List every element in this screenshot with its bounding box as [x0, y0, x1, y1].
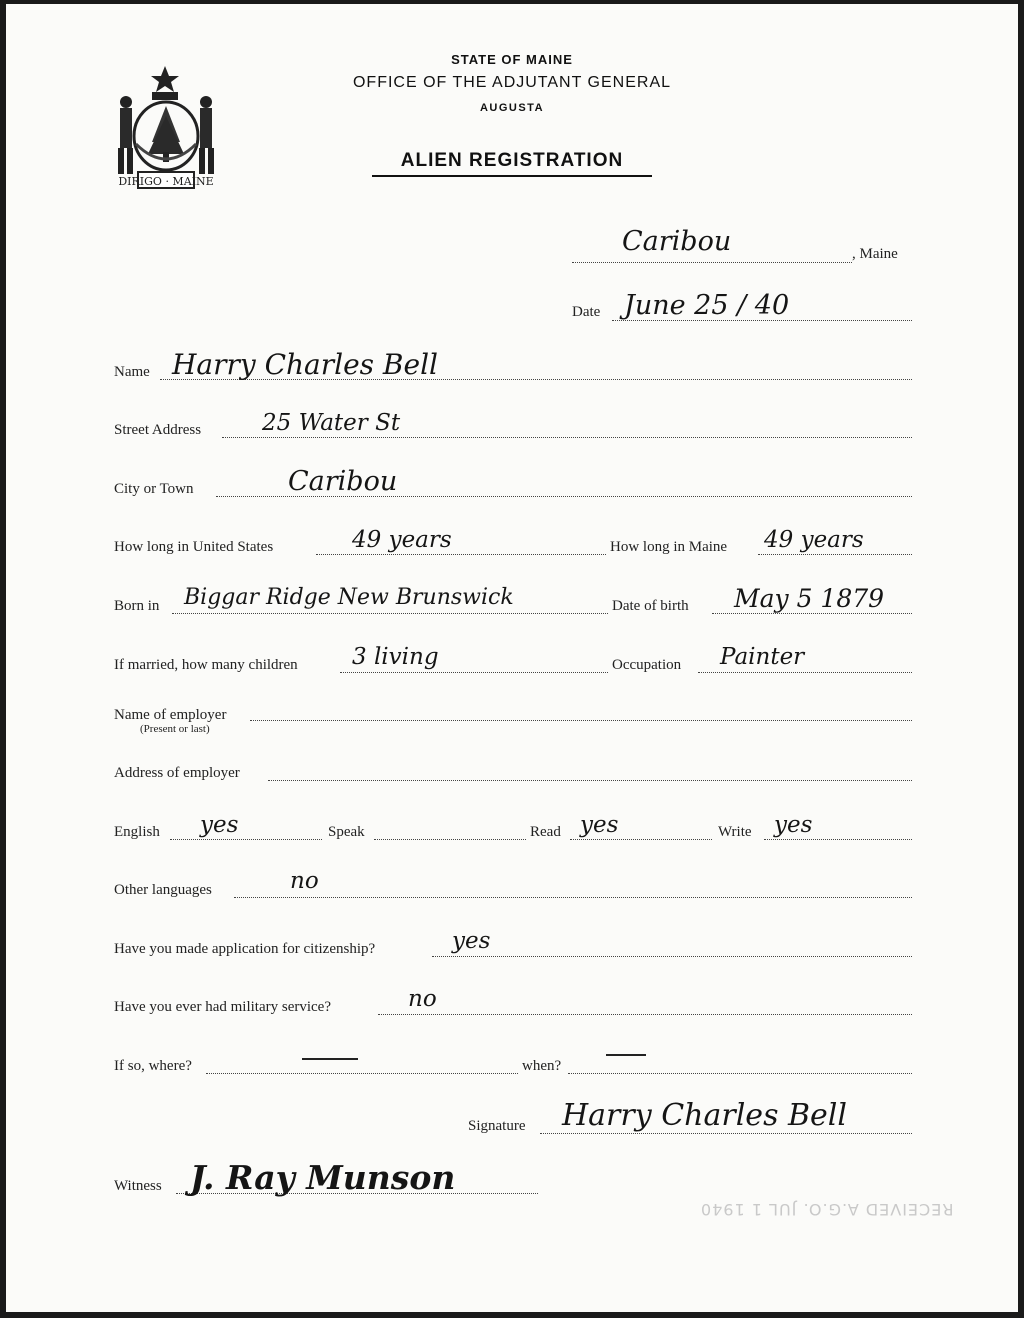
where-dash [302, 1058, 358, 1060]
born-in-line [172, 613, 608, 614]
city-label: City or Town [114, 481, 194, 497]
employer-address-line [268, 780, 912, 781]
citizenship-value: yes [452, 928, 491, 954]
street-label: Street Address [114, 422, 202, 438]
other-languages-line [234, 897, 912, 898]
name-value: Harry Charles Bell [172, 348, 438, 381]
citizenship-label: Have you made application for citizenship? [114, 941, 376, 957]
city-heading: AUGUSTA [479, 102, 545, 114]
speak-line [374, 839, 526, 840]
read-value: yes [580, 812, 619, 838]
state-heading: STATE OF MAINE [451, 52, 573, 67]
where-line [206, 1073, 518, 1074]
born-in-label: Born in [114, 598, 160, 614]
military-line [378, 1014, 912, 1015]
signature-label: Signature [468, 1118, 526, 1134]
city-value: Caribou [288, 466, 398, 497]
write-line [764, 839, 912, 840]
children-label: If married, how many children [114, 657, 298, 673]
born-in-value: Biggar Ridge New Brunswick [184, 585, 514, 610]
employer-label: Name of employer [114, 707, 227, 723]
write-value: yes [774, 812, 813, 838]
how-long-maine-label: How long in Maine [610, 539, 728, 555]
write-label: Write [718, 824, 752, 840]
when-line [568, 1073, 912, 1074]
office-heading: OFFICE OF THE ADJUTANT GENERAL [352, 74, 672, 91]
military-value: no [408, 986, 437, 1012]
signature-value: Harry Charles Bell [562, 1098, 847, 1133]
received-stamp: RECEIVED A.G.O. JUL 1 1940 [700, 1200, 954, 1219]
employer-sub-label: (Present or last) [140, 723, 210, 735]
town-value: Caribou [622, 226, 732, 257]
how-long-maine-value: 49 years [764, 527, 864, 553]
occupation-line [698, 672, 912, 673]
children-line [340, 672, 608, 673]
date-value: June 25 / 40 [624, 290, 790, 321]
other-languages-value: no [290, 868, 319, 894]
svg-text:DIRIGO · MAINE: DIRIGO · MAINE [118, 175, 214, 188]
how-long-us-line [316, 554, 606, 555]
english-label: English [114, 824, 160, 840]
citizenship-line [432, 956, 912, 957]
other-languages-label: Other languages [114, 882, 212, 898]
children-value: 3 living [352, 644, 439, 670]
read-line [570, 839, 712, 840]
how-long-maine-line [758, 554, 912, 555]
occupation-value: Painter [720, 644, 805, 670]
when-label: when? [522, 1058, 562, 1074]
how-long-us-label: How long in United States [114, 539, 274, 555]
signature-line [540, 1133, 912, 1134]
speak-label: Speak [328, 824, 365, 840]
when-dash [606, 1054, 646, 1056]
form-title: ALIEN REGISTRATION [372, 150, 652, 177]
street-line [222, 437, 912, 438]
street-value: 25 Water St [262, 410, 401, 436]
occupation-label: Occupation [612, 657, 682, 673]
employer-line [250, 720, 912, 721]
date-of-birth-value: May 5 1879 [734, 584, 885, 613]
how-long-us-value: 49 years [352, 527, 452, 553]
employer-address-label: Address of employer [114, 765, 240, 781]
english-value: yes [200, 812, 239, 838]
where-label: If so, where? [114, 1058, 192, 1074]
witness-value: J. Ray Munson [190, 1158, 456, 1197]
name-label: Name [114, 364, 150, 380]
date-label: Date [572, 304, 601, 320]
date-of-birth-label: Date of birth [612, 598, 689, 614]
english-line [170, 839, 322, 840]
date-of-birth-line [712, 613, 912, 614]
read-label: Read [530, 824, 561, 840]
military-label: Have you ever had military service? [114, 999, 331, 1015]
town-line [572, 262, 852, 263]
witness-label: Witness [114, 1178, 162, 1194]
maine-label: , Maine [852, 246, 898, 262]
